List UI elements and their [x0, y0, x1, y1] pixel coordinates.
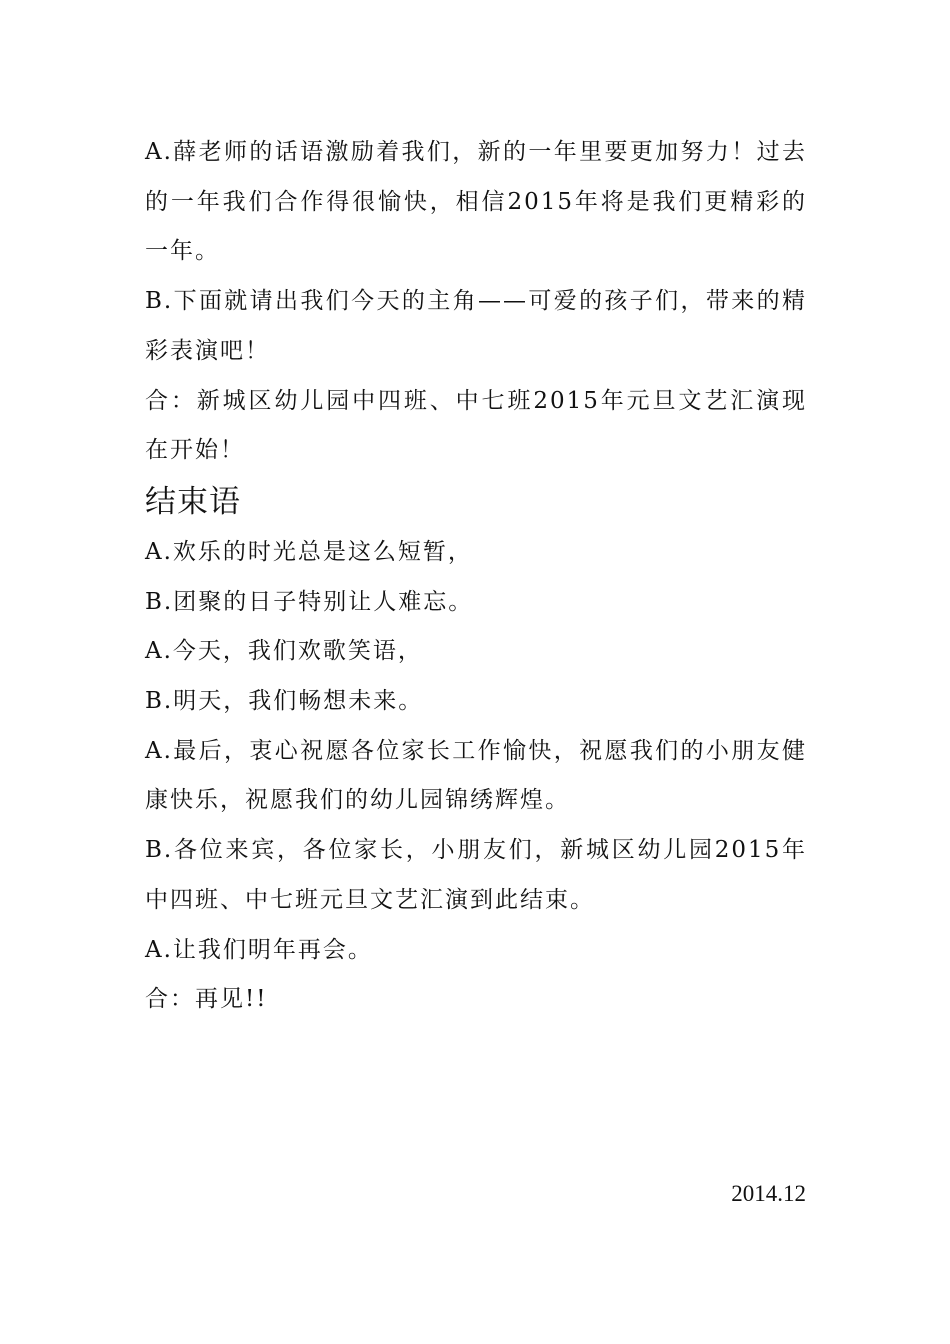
intro-paragraph-2: B.下面就请出我们今天的主角——可爱的孩子们，带来的精彩表演吧！	[145, 288, 807, 364]
closing-paragraph-2: B.团聚的日子特别让人难忘。	[145, 588, 474, 615]
intro-paragraph-3: 合：新城区幼儿园中四班、中七班2015年元旦文艺汇演现在开始！	[145, 387, 807, 464]
closing-paragraph-5: A.最后，衷心祝愿各位家长工作愉快，祝愿我们的小朋友健康快乐，祝愿我们的幼儿园锦绣辉煌。	[145, 737, 807, 814]
document-body	[145, 128, 807, 1025]
closing-paragraph-4: B.明天，我们畅想未来。	[145, 688, 424, 715]
closing-paragraph-1: A.欢乐的时光总是这么短暂，	[145, 538, 473, 565]
closing-paragraph-7: A.让我们明年再会。	[145, 936, 373, 963]
intro-paragraph-1: A.薛老师的话语激励着我们，新的一年里要更加努力！过去的一年我们合作得很愉快，相信2015年将是我们更精彩的一年。	[145, 139, 807, 265]
closing-paragraph-8: 合：再见!!	[145, 986, 268, 1013]
closing-paragraph-3: A.今天，我们欢歌笑语，	[145, 638, 423, 665]
document-date: 2014.12	[731, 1181, 806, 1206]
closing-paragraph-6: B.各位来宾，各位家长，小朋友们，新城区幼儿园2015年中四班、中七班元旦文艺汇演到此结束。	[145, 837, 807, 913]
closing-heading: 结束语	[145, 483, 241, 520]
